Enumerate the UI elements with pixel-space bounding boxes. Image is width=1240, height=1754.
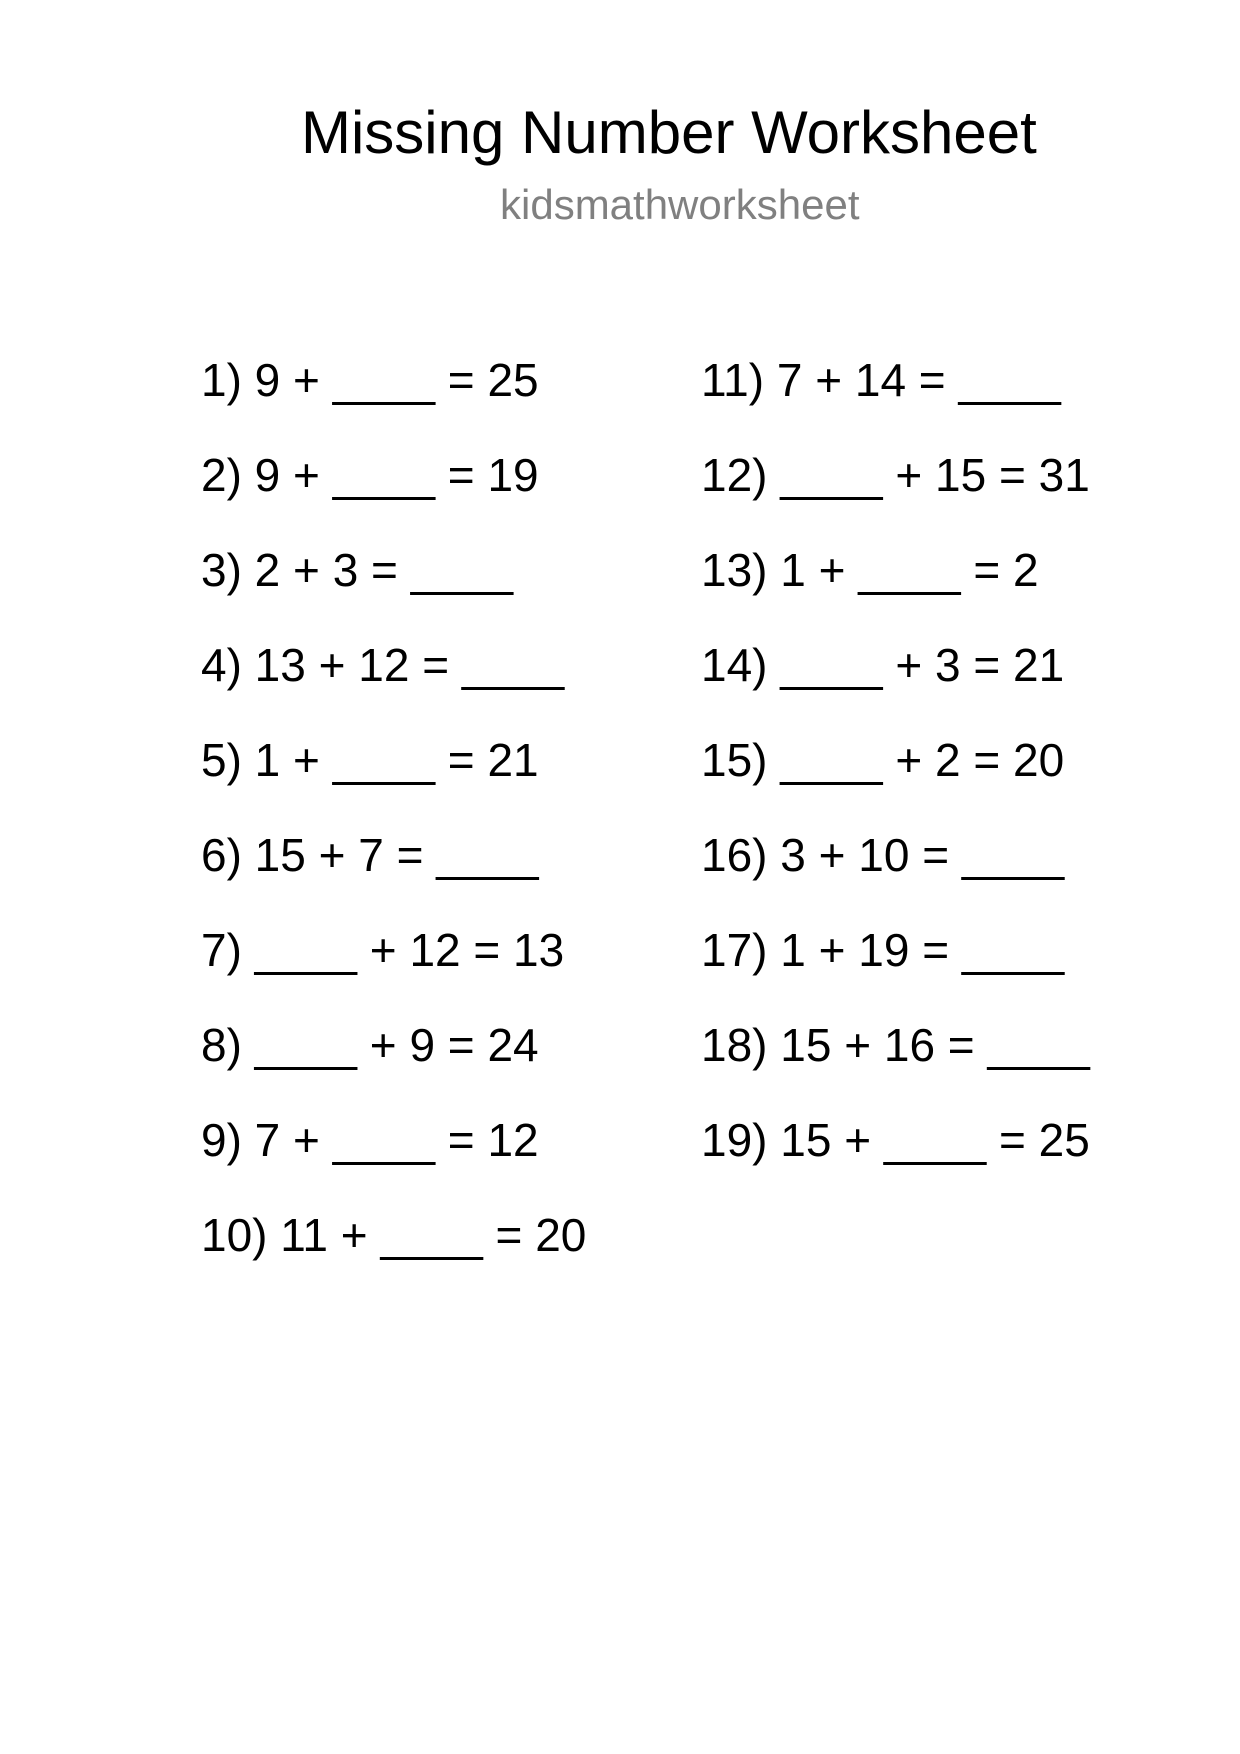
problem-8: 8) ____ + 9 = 24	[201, 1019, 539, 1071]
problem-column-left	[201, 352, 586, 1302]
problem-9: 9) 7 + ____ = 12	[201, 1114, 539, 1166]
problem-11: 11) 7 + 14 = ____	[701, 354, 1061, 406]
problem-15: 15) ____ + 2 = 20	[701, 734, 1065, 786]
problem-3: 3) 2 + 3 = ____	[201, 544, 514, 596]
problem-12: 12) ____ + 15 = 31	[701, 449, 1090, 501]
problem-4: 4) 13 + 12 = ____	[201, 639, 565, 691]
problem-2: 2) 9 + ____ = 19	[201, 449, 539, 501]
problem-1: 1) 9 + ____ = 25	[201, 354, 539, 406]
problem-column-right	[701, 352, 1090, 1207]
page-title: Missing Number Worksheet	[301, 99, 1037, 166]
problem-17: 17) 1 + 19 = ____	[701, 924, 1065, 976]
problem-10: 10) 11 + ____ = 20	[201, 1209, 587, 1261]
problem-18: 18) 15 + 16 = ____	[701, 1019, 1090, 1071]
problem-13: 13) 1 + ____ = 2	[701, 544, 1039, 596]
page-subtitle: kidsmathworksheet	[500, 181, 860, 228]
problem-5: 5) 1 + ____ = 21	[201, 734, 539, 786]
problem-16: 16) 3 + 10 = ____	[701, 829, 1065, 881]
problem-6: 6) 15 + 7 = ____	[201, 829, 539, 881]
problem-7: 7) ____ + 12 = 13	[201, 924, 565, 976]
problem-14: 14) ____ + 3 = 21	[701, 639, 1065, 691]
problem-19: 19) 15 + ____ = 25	[701, 1114, 1090, 1166]
